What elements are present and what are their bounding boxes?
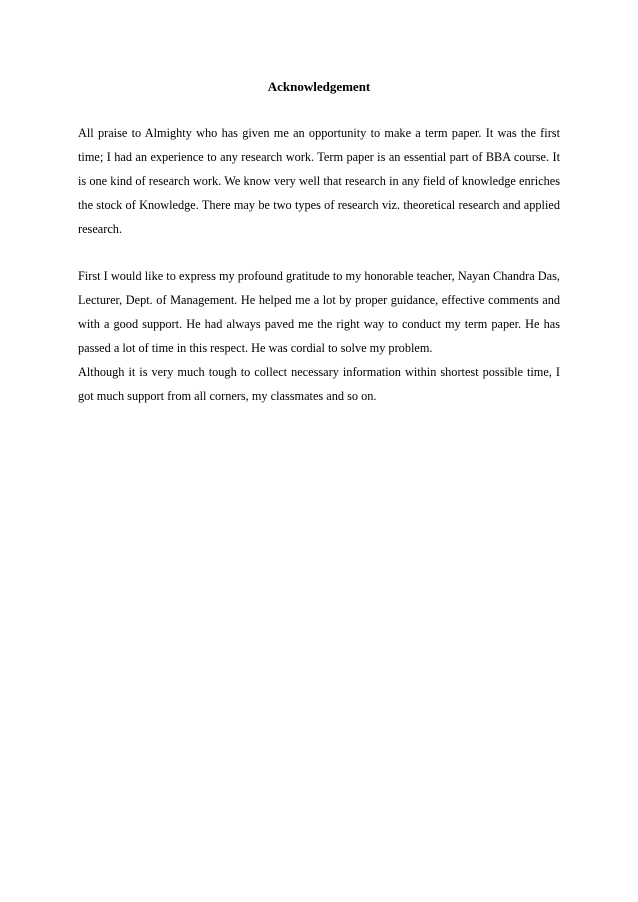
paragraph-block-1	[78, 121, 560, 241]
paragraph-intro: All praise to Almighty who has given me an opportunity to make a term paper. It was the first time; I had an experience to any research work. Term paper is an essential part of BBA course. It is one kind of research work. We know very well that research in any field of knowledge enriches the stock of Knowledge. There may be two types of research viz. theoretical research and applied research.	[78, 126, 560, 236]
paragraph-gratitude: First I would like to express my profound gratitude to my honorable teacher, Nayan Chandra Das, Lecturer, Dept. of Management. He helped me a lot by proper guidance, effective comments and with a good support. He had always paved me the right way to conduct my term paper. He has passed a lot of time in this respect. He was cordial to solve my problem.	[78, 269, 560, 355]
paragraph-block-2	[78, 264, 560, 408]
page-title: Acknowledgement	[267, 79, 371, 94]
paragraph-support: Although it is very much tough to collect necessary information within shortest possible time, I got much support from all corners, my classmates and so on.	[78, 365, 560, 403]
